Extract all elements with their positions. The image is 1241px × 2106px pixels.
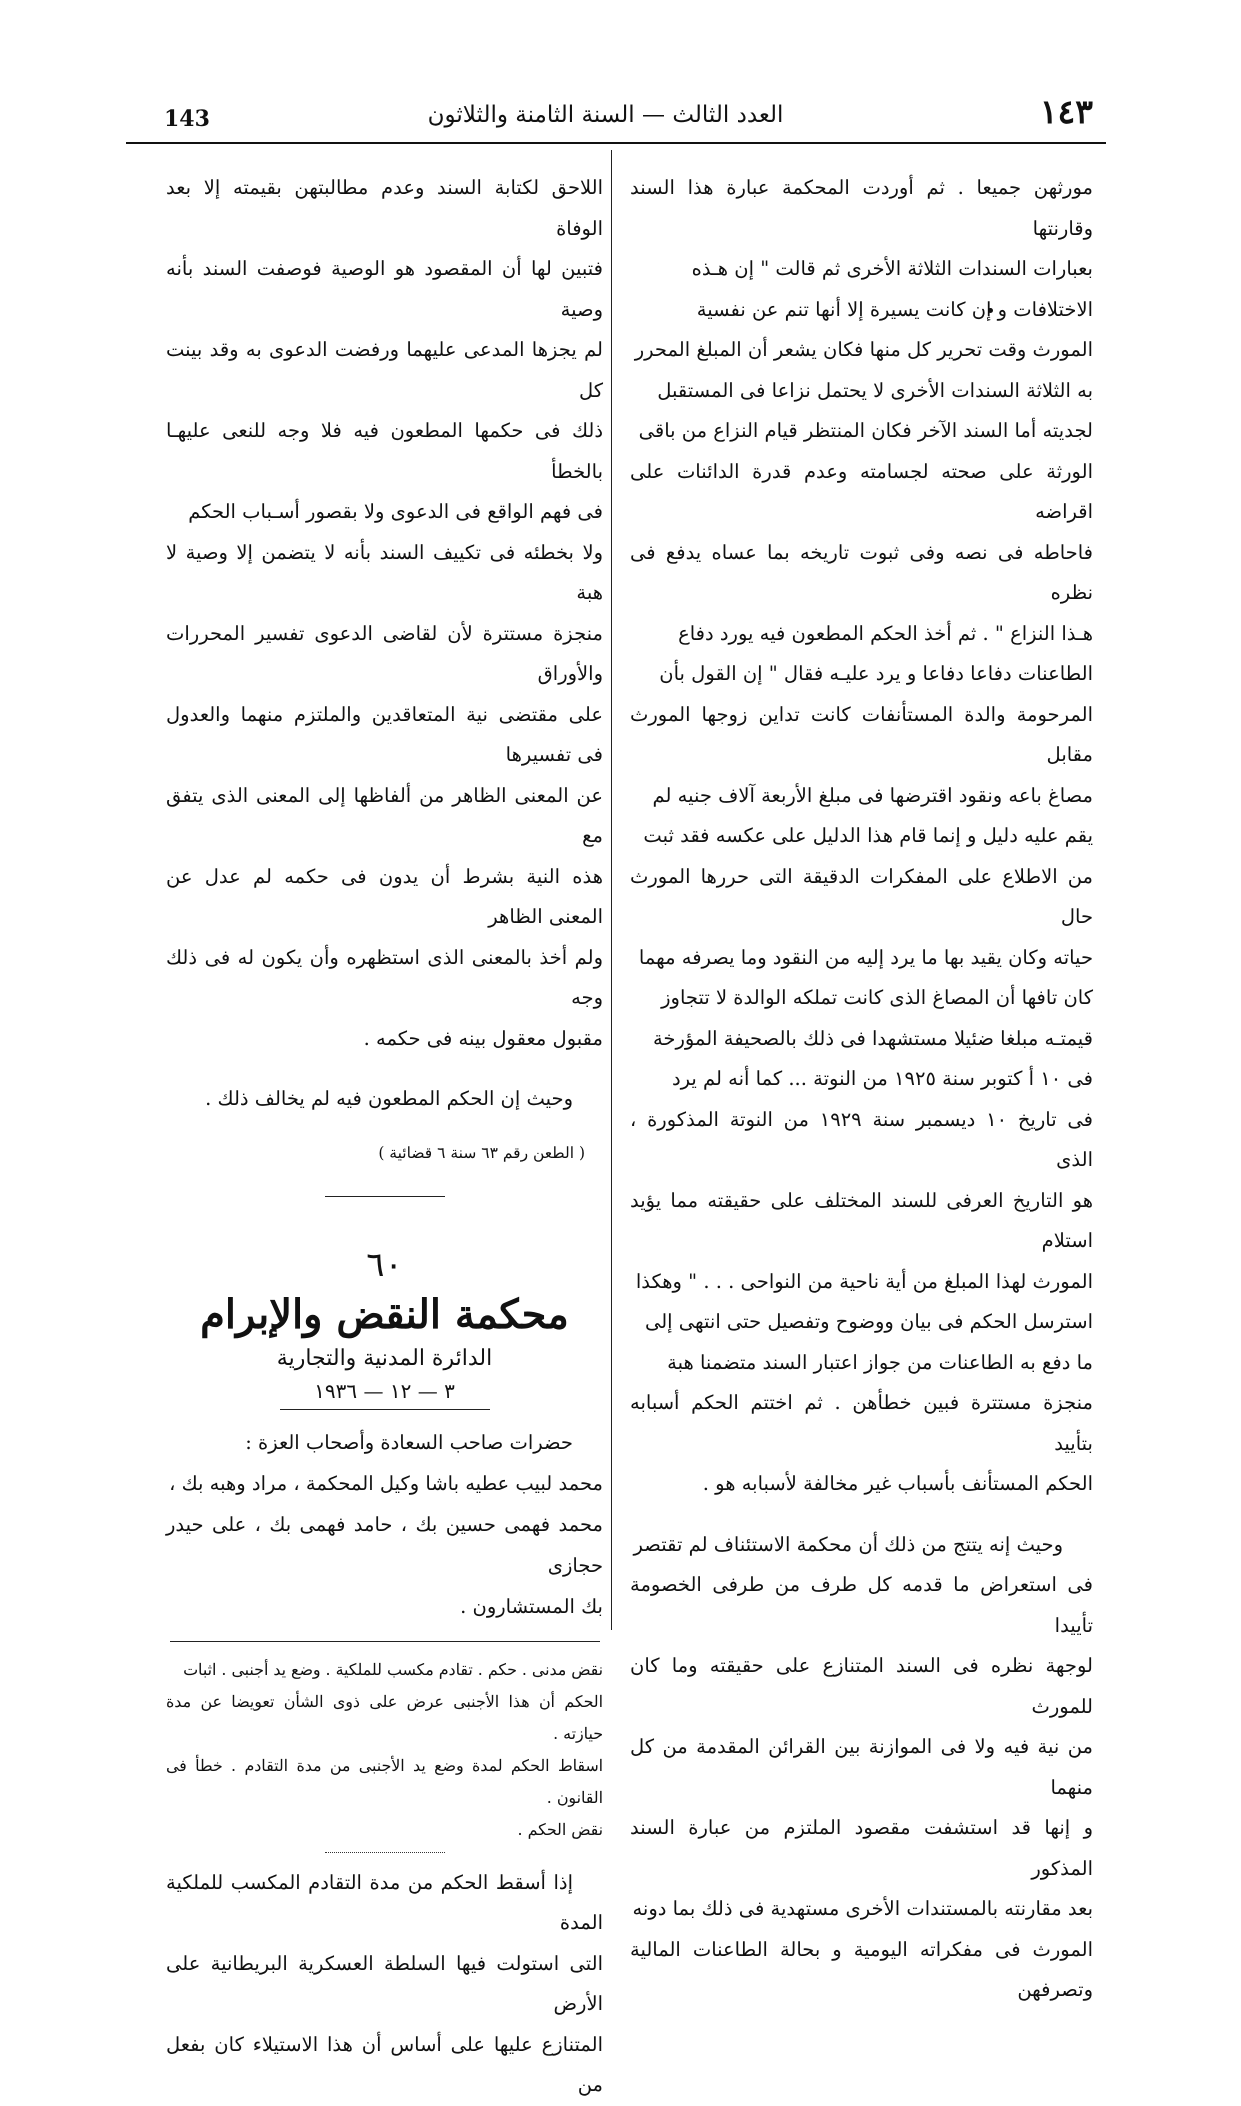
text-line: ولا بخطئه فى تكييف السند بأنه لا يتضمن إلا وصية لا هبة <box>166 540 603 604</box>
text-line: إذا أسقط الحكم من مدة التقادم المكسب للملكية المدة <box>166 1870 603 1934</box>
text-line: الحكم المستأنف بأسباب غير مخالفة لأسبابه هو . <box>702 1472 1093 1495</box>
text-line: على مقتضى نية المتعاقدين والملتزم منهما والعدول فى تفسيرها <box>166 702 603 766</box>
summary-line: نقض مدنى . حكم . تقادم مكسب للملكية . وضع يد أجنبى . اثبات <box>183 1659 603 1679</box>
text-line: مورثهن جميعا . ثم أوردت المحكمة عبارة هذا السند وقارنتها <box>630 176 1093 240</box>
summary-line: الحكم أن هذا الأجنبى عرض على ذوى الشأن تعويضا عن مدة حيازته . <box>166 1691 603 1743</box>
text-line: فى ١٠ أ كتوبر سنة ١٩٢٥ من النوتة ... كما أنه لم يرد <box>671 1067 1093 1090</box>
text-line: به الثلاثة السندات الأخرى لا يحتمل نزاعا فى المستقبل <box>657 378 1093 402</box>
right-paragraph-2 <box>630 1525 1093 2011</box>
text-line: استرسل الحكم فى بيان ووضوح وتفصيل حتى انتهى إلى <box>644 1310 1093 1333</box>
text-line: فاحاطه فى نصه وفى ثبوت تاريخه بما عساه يدفع فى نظره <box>630 540 1093 604</box>
summary-line: نقض الحكم . <box>517 1819 603 1839</box>
text-line: فى فهم الواقع فى الدعوى ولا بقصور أسـباب الحكم <box>188 500 603 523</box>
text-line: و إنها قد استشفت مقصود الملتزم من عبارة السند المذكور <box>630 1816 1093 1880</box>
text-line: منجزة مستترة لأن لقاضى الدعوى تفسير المحررات والأوراق <box>166 621 603 685</box>
date-underline <box>280 1409 490 1410</box>
text-line: يقم عليه دليل و إنما قام هذا الدليل على عكسه فقد ثبت <box>643 824 1093 847</box>
section-divider <box>325 1196 445 1197</box>
running-title: العدد الثالث — السنة الثامنة والثلاثون <box>427 102 784 128</box>
summary-rule <box>170 1641 600 1642</box>
page-number-arabic: ١٤٣ <box>1039 92 1093 131</box>
text-line: من نية فيه ولا فى الموازنة بين القرائن المقدمة من كل منهما <box>630 1735 1093 1799</box>
left-paragraph-1 <box>166 168 603 1059</box>
text-line: حضرات صاحب السعادة وأصحاب العزة : <box>245 1430 573 1454</box>
text-line: بعد مقارنته بالمستندات الأخرى مستهدية فى ذلك بما دونه <box>632 1897 1093 1920</box>
text-line: المورث لهذا المبلغ من أية ناحية من النواحى . . . " وهكذا <box>635 1269 1093 1293</box>
text-line: الورثة على صحته لجسامته وعدم قدرة الدائنات على اقراضه <box>630 459 1093 523</box>
text-line: بعبارات السندات الثلاثة الأخرى ثم قالت " إن هـذه <box>691 257 1093 280</box>
decision-date: ٣ — ١٢ — ١٩٣٦ <box>314 1378 455 1403</box>
header-rule <box>126 142 1106 144</box>
text-line: مقبول معقول بينه فى حكمه . <box>363 1026 603 1050</box>
case-summary <box>166 1654 603 1846</box>
dotted-divider <box>325 1852 445 1853</box>
page-header <box>118 84 1093 134</box>
text-line: من الاطلاع على المفكرات الدقيقة التى حررها المورث حال <box>630 864 1093 928</box>
text-line: فى تاريخ ١٠ ديسمبر سنة ١٩٢٩ من النوتة المذكورة ، الذى <box>630 1107 1093 1171</box>
right-paragraph-1 <box>630 168 1093 1505</box>
text-line: هـذا النزاع " . ثم أخذ الحكم المطعون فيه يورد دفاع <box>678 621 1093 645</box>
text-line: كان تافها أن المصاغ الذى كانت تملكه الوالدة لا تتجاوز <box>661 986 1093 1009</box>
text-line: الاختلافات و إن كانت يسيرة إلا أنها تنم عن نفسية <box>696 297 1093 321</box>
text-line: اللاحق لكتابة السند وعدم مطالبتهن بقيمته إلا بعد الوفاة <box>166 176 603 240</box>
column-divider <box>611 150 612 1630</box>
text-line: محمد فهمى حسين بك ، حامد فهمى بك ، على حيدر حجازى <box>166 1512 603 1577</box>
circuit-name: الدائرة المدنية والتجارية <box>276 1345 493 1371</box>
text-line: المورث فى مفكراته اليومية و بحالة الطاعنات المالية وتصرفهن <box>630 1937 1093 2001</box>
summary-line: اسقاط الحكم لمدة وضع يد الأجنبى من مدة التقادم . خطأ فى القانون . <box>166 1755 603 1807</box>
text-line: ما دفع به الطاعنات من جواز اعتبار السند متضمنا هبة <box>667 1350 1093 1374</box>
text-line: وحيث إنه يتتج من ذلك أن محكمة الاستئناف لم تقتصر <box>633 1532 1063 1556</box>
right-column <box>630 168 1093 2011</box>
text-line: لجديته أما السند الآخر فكان المنتظر قيام النزاع من باقى <box>638 419 1093 442</box>
text-line: منجزة مستترة فبين خطأهن . ثم اختتم الحكم أسبابه بتأييد <box>630 1391 1093 1455</box>
text-line: لم يجزها المدعى عليهما ورفضت الدعوى به وقد بينت كل <box>166 338 603 402</box>
text-line: قيمتـه مبلغا ضئيلا مستشهدا فى ذلك بالصحيفة المؤرخة <box>652 1026 1093 1050</box>
text-line: التى استولت فيها السلطة العسكرية البريطانية على الأرض <box>166 1951 603 2015</box>
left-paragraph-2: وحيث إن الحكم المطعون فيه لم يخالف ذلك . <box>205 1087 573 1110</box>
judges-block <box>166 1422 603 1627</box>
text-line: لوجهة نظره فى السند المتنازع على حقيقته وما كان للمورث <box>630 1654 1093 1718</box>
appeal-reference: ( الطعن رقم ٦٣ سنة ٦ قضائية ) <box>378 1143 585 1162</box>
text-line: الطاعنات دفاعا دفاعا و يرد عليـه فقال " إن القول بأن <box>659 662 1093 685</box>
text-line: ولم أخذ بالمعنى الذى استظهره وأن يكون له فى ذلك وجه <box>166 945 603 1009</box>
text-line: المتنازع عليها على أساس أن هذا الاستيلاء كان بفعل من <box>166 2032 603 2096</box>
text-line: حياته وكان يقيد بها ما يرد إليه من النقود وما يصرفه مهما <box>638 945 1093 969</box>
text-line: فى استعراض ما قدمه كل طرف من طرفى الخصومة تأييدا <box>630 1573 1093 1637</box>
text-line: ذلك فى حكمها المطعون فيه فلا وجه للنعى عليهـا بالخطأ <box>166 419 603 483</box>
text-line: محمد لبيب عطيه باشا وكيل المحكمة ، مراد وهبه بك ، <box>169 1471 603 1495</box>
left-column <box>166 168 603 2106</box>
text-line: هذه النية بشرط أن يدون فى حكمه لم عدل عن المعنى الظاهر <box>166 864 603 928</box>
court-name: محكمة النقض والإبرام <box>200 1290 569 1338</box>
left-paragraph-3 <box>166 1863 603 2106</box>
text-line: بك المستشارون . <box>460 1594 603 1618</box>
case-number: ٦٠ <box>366 1244 403 1285</box>
text-line: فتبين لها أن المقصود هو الوصية فوصفت السند بأنه وصية <box>166 257 603 321</box>
text-line: هو التاريخ العرفى للسند المختلف على حقيقته مما يؤيد استلام <box>630 1188 1093 1252</box>
text-line: المورث وقت تحرير كل منها فكان يشعر أن المبلغ المحرر <box>634 338 1093 361</box>
text-line: مصاغ باعه ونقود اقترضها فى مبلغ الأربعة آلاف جنيه لم <box>652 783 1093 807</box>
text-line: عن المعنى الظاهر من ألفاظها إلى المعنى الذى يتفق مع <box>166 783 603 847</box>
page-number-latin: 143 <box>164 106 210 132</box>
text-line: المرحومة والدة المستأنفات كانت تداين زوجها المورث مقابل <box>630 702 1093 766</box>
